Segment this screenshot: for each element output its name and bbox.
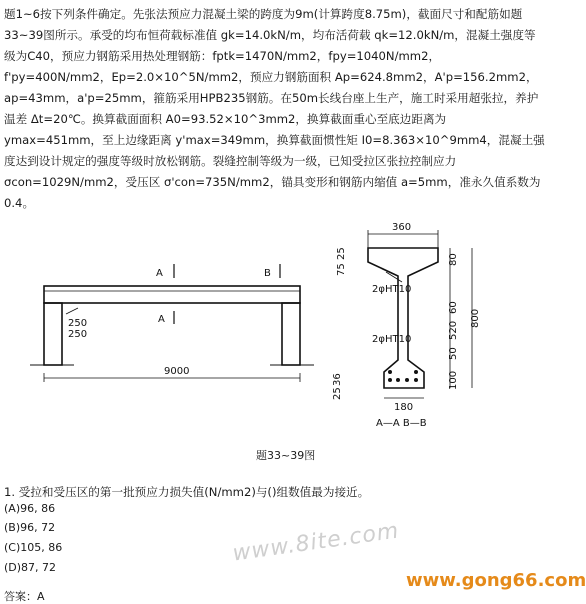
rebar-dot bbox=[396, 378, 400, 382]
beam-figure bbox=[10, 212, 540, 474]
question-text: 1. 受拉和受压区的第一批预应力损失值(N/mm2)与()组数值最为接近。 bbox=[4, 485, 370, 499]
watermark-logo: www.gong66.com bbox=[406, 570, 586, 591]
dim-520-label: 520 bbox=[448, 320, 459, 340]
figure-caption: 题33~39图 bbox=[256, 449, 316, 462]
rebar-dot bbox=[388, 370, 392, 374]
dim-25-label: 25 bbox=[336, 247, 347, 260]
dim-800-label: 800 bbox=[470, 308, 481, 328]
option-a: (A)96, 86 bbox=[4, 502, 56, 515]
dim-60-label: 60 bbox=[448, 301, 459, 314]
rebar-dot bbox=[405, 378, 409, 382]
left-support bbox=[44, 303, 62, 365]
option-d: (D)87, 72 bbox=[4, 561, 57, 574]
option-c: (C)105, 86 bbox=[4, 541, 63, 554]
section-a-label-lower: A bbox=[158, 314, 165, 325]
section-b-label: B bbox=[264, 268, 271, 279]
dim-75-label: 75 bbox=[336, 263, 347, 276]
dim-36-label: 36 bbox=[332, 373, 343, 386]
section-names: A—A B—B bbox=[376, 418, 427, 429]
beam-body bbox=[44, 286, 300, 303]
dim-50-label: 50 bbox=[448, 347, 459, 360]
beam-diagram bbox=[10, 212, 540, 474]
stirrup-bottom-label: 2φHT10 bbox=[372, 334, 412, 345]
section-a-label: A bbox=[156, 268, 163, 279]
rebar-dot bbox=[414, 370, 418, 374]
span-label: 9000 bbox=[164, 366, 190, 377]
dim-80-label: 80 bbox=[448, 253, 459, 266]
rebar-dot bbox=[388, 378, 392, 382]
dim-25-bottom-label: 25 bbox=[332, 387, 343, 400]
stirrup-top-label: 2φHT10 bbox=[372, 284, 412, 295]
dim-250-leader bbox=[66, 308, 78, 314]
top-width-label: 360 bbox=[392, 222, 412, 233]
i-section-outline bbox=[368, 248, 438, 388]
dim-250-top: 250 bbox=[68, 318, 88, 329]
dim-250-bottom: 250 bbox=[68, 329, 88, 340]
right-support bbox=[282, 303, 300, 365]
problem-text: 题1~6按下列条件确定。先张法预应力混凝土梁的跨度为9m(计算跨度8.75m)，截面尺寸和配筋如题33~39图所示。承受的均布恒荷载标准值 gk=14.0kN/m，均布活荷载 qk=12.0kN/m，混凝土强度等级为C40，预应力钢筋采用热处理钢筋：fptk=1470N/mm2，fpy=1040N/mm2，f'py=400N/mm2，Ep=2.0×10^5N/mm2，预应力钢筋面积 Ap=624.8mm2，A'p=156.2mm2，ap=43mm，a'p=25mm，箍筋采用HPB235钢筋。在50m长线台座上生产，施工时采用超张拉，养护温差 Δt=20℃。换算截面面积 A0=93.52×10^3mm2，换算截面重心至底边距离为 ymax=451mm，至上边缘距离 y'max=349mm，换算截面惯性矩 I0=8.363×10^9mm4，混凝土强度达到设计规定的强度等级时放松钢筋。裂缝控制等级为一级，已知受拉区张拉控制应力 σcon=1029N/mm2，受压区 σ'con=735N/mm2，锚具变形和钢筋内缩值 a=5mm，准永久值系数为0.4。 bbox=[4, 7, 545, 210]
dim-100-label: 100 bbox=[448, 370, 459, 390]
watermark-faint: www.8ite.com bbox=[231, 518, 401, 567]
bottom-width-label: 180 bbox=[394, 402, 414, 413]
option-b: (B)96, 72 bbox=[4, 521, 56, 534]
answer-text: 答案：A bbox=[4, 590, 45, 603]
rebar-dot bbox=[414, 378, 418, 382]
